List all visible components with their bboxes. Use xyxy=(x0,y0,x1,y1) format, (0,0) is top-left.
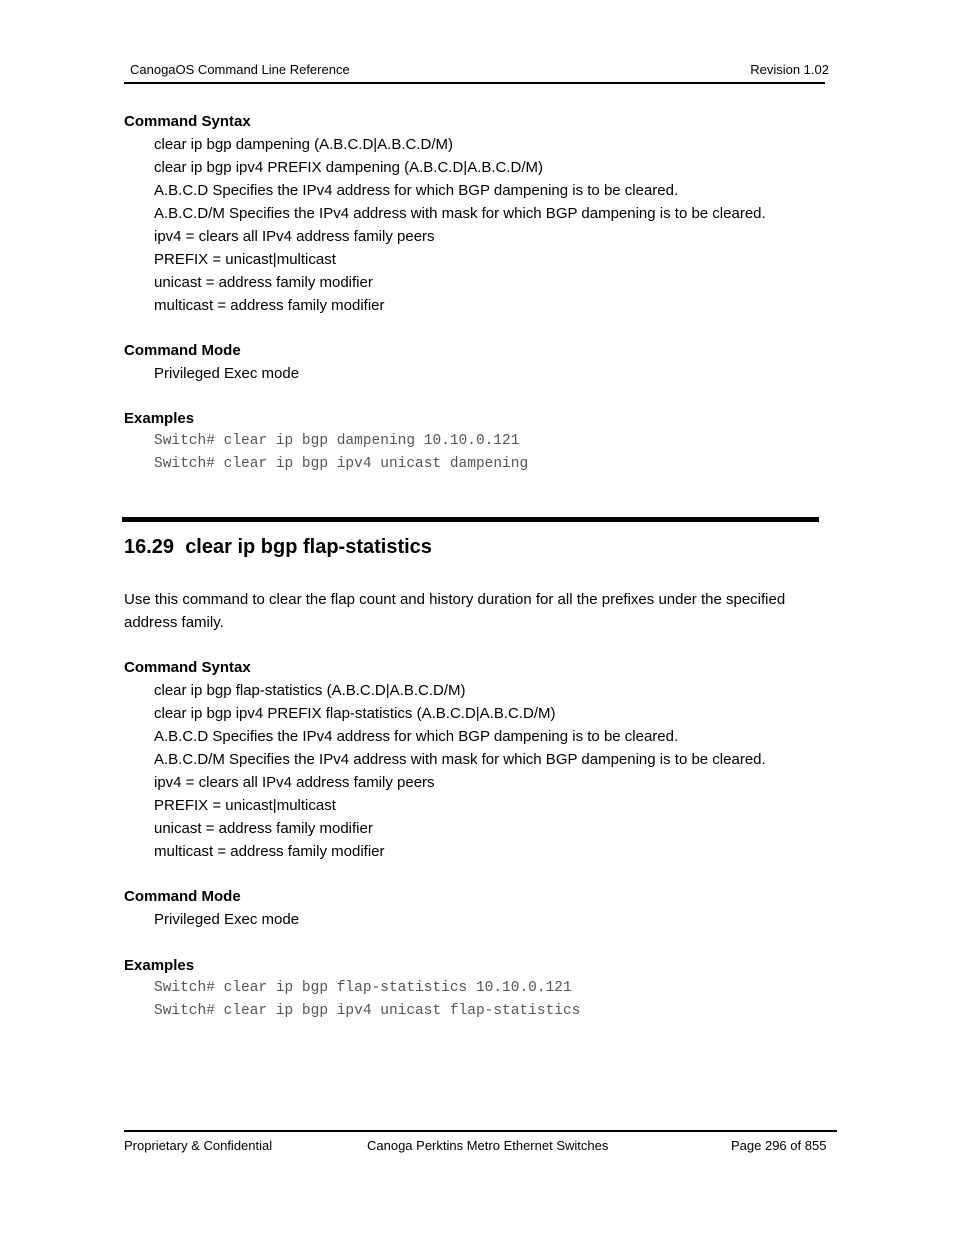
syntax-line: multicast = address family modifier xyxy=(154,297,385,314)
examples-block xyxy=(124,955,580,1023)
revision-label: Revision 1.02 xyxy=(750,62,829,77)
syntax-line: clear ip bgp dampening (A.B.C.D|A.B.C.D/M) xyxy=(154,136,454,153)
document-title: CanogaOS Command Line Reference xyxy=(130,62,350,77)
section-number: 16.29 xyxy=(124,536,175,558)
syntax-line: PREFIX = unicast|multicast xyxy=(154,797,336,814)
section-title xyxy=(124,534,432,560)
command-mode-block xyxy=(124,340,299,385)
page-footer xyxy=(124,1130,837,1160)
command-syntax-lines xyxy=(124,679,766,863)
syntax-line: A.B.C.D/M Specifies the IPv4 address with mask for which BGP dampening is to be cleared. xyxy=(154,205,766,222)
example-code-line: Switch# clear ip bgp ipv4 unicast dampening xyxy=(154,456,529,472)
syntax-line: A.B.C.D Specifies the IPv4 address for which BGP dampening is to be cleared. xyxy=(154,728,679,745)
mode-line: Privileged Exec mode xyxy=(154,365,300,382)
examples-block xyxy=(124,408,528,476)
syntax-line: unicast = address family modifier xyxy=(154,820,373,837)
example-code-line: Switch# clear ip bgp ipv4 unicast flap-statistics xyxy=(154,1003,581,1019)
syntax-line: clear ip bgp flap-statistics (A.B.C.D|A.B.C.D/M) xyxy=(154,682,466,699)
company-label: Canoga Perktins Metro Ethernet Switches xyxy=(367,1138,609,1153)
mode-line: Privileged Exec mode xyxy=(154,911,300,928)
command-syntax-heading: Command Syntax xyxy=(124,659,251,676)
command-syntax-block xyxy=(124,111,766,317)
example-code-line: Switch# clear ip bgp flap-statistics 10.10.0.121 xyxy=(154,980,572,996)
syntax-line: clear ip bgp ipv4 PREFIX dampening (A.B.C.D|A.B.C.D/M) xyxy=(154,159,544,176)
syntax-line: clear ip bgp ipv4 PREFIX flap-statistics (A.B.C.D|A.B.C.D/M) xyxy=(154,705,556,722)
syntax-line: ipv4 = clears all IPv4 address family peers xyxy=(154,774,435,791)
command-syntax-heading: Command Syntax xyxy=(124,113,251,130)
command-syntax-lines xyxy=(124,133,766,317)
example-code-line: Switch# clear ip bgp dampening 10.10.0.121 xyxy=(154,433,520,449)
syntax-line: unicast = address family modifier xyxy=(154,274,373,291)
confidentiality-label: Proprietary & Confidential xyxy=(124,1138,273,1153)
syntax-line: A.B.C.D/M Specifies the IPv4 address with mask for which BGP dampening is to be cleared. xyxy=(154,751,766,768)
command-mode-heading: Command Mode xyxy=(124,888,241,905)
command-syntax-block xyxy=(124,657,766,863)
page-header xyxy=(124,60,829,84)
syntax-line: multicast = address family modifier xyxy=(154,843,385,860)
examples-heading: Examples xyxy=(124,410,195,427)
section-title-text: clear ip bgp flap-statistics xyxy=(185,536,432,558)
syntax-line: PREFIX = unicast|multicast xyxy=(154,251,336,268)
syntax-line: ipv4 = clears all IPv4 address family peers xyxy=(154,228,435,245)
command-mode-block xyxy=(124,886,299,931)
page-number: Page 296 of 855 xyxy=(731,1138,827,1153)
examples-heading: Examples xyxy=(124,957,195,974)
section-divider xyxy=(122,517,819,522)
syntax-line: A.B.C.D Specifies the IPv4 address for which BGP dampening is to be cleared. xyxy=(154,182,679,199)
command-mode-heading: Command Mode xyxy=(124,342,241,359)
section-intro-paragraph: Use this command to clear the flap count and history duration for all the prefixes under the specified address family. xyxy=(124,591,786,631)
